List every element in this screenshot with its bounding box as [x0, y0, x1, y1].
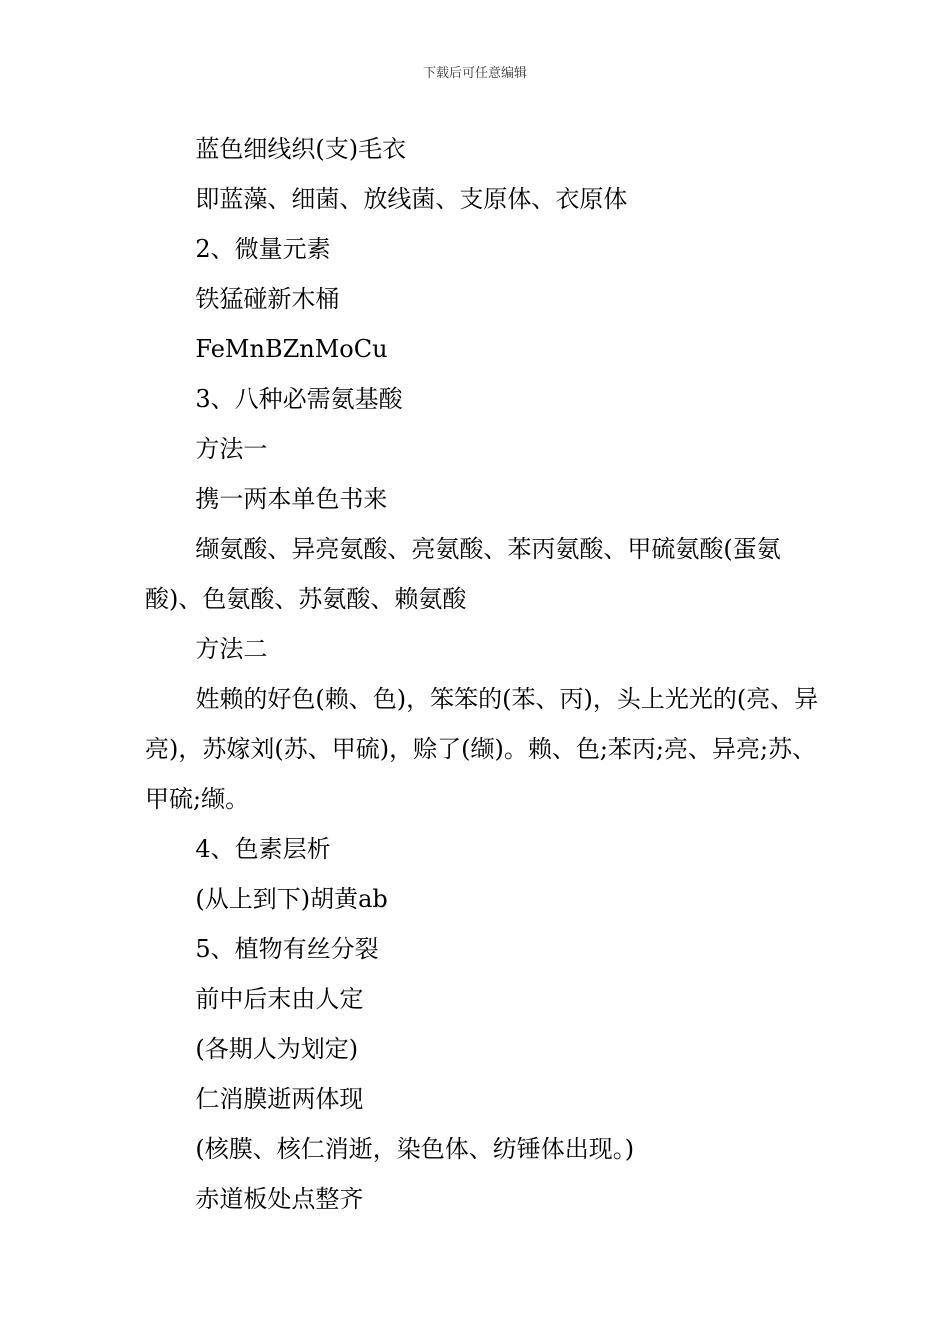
paragraph-7: 方法一 [195, 435, 268, 463]
paragraph-3: 2、微量元素 [195, 235, 331, 263]
paragraph-2: 即蓝藻、细菌、放线菌、支原体、衣原体 [195, 185, 628, 213]
paragraph-9: 缬氨酸、异亮氨酸、亮氨酸、苯丙氨酸、甲硫氨酸(蛋氨酸)、色氨酸、苏氨酸、赖氨酸 [145, 535, 781, 613]
page-header: 下载后可任意编辑 [422, 66, 527, 81]
paragraph-13: (从上到下)胡黄ab [195, 885, 388, 913]
paragraph-4: 铁猛碰新木桶 [195, 285, 340, 313]
paragraph-8: 携一两本单色书来 [195, 485, 388, 513]
paragraph-10: 方法二 [195, 635, 268, 663]
paragraph-17: 仁消膜逝两体现 [195, 1085, 364, 1113]
paragraph-1: 蓝色细线织(支)毛衣 [195, 135, 407, 163]
paragraph-12: 4、色素层析 [195, 835, 331, 863]
paragraph-15: 前中后末由人定 [195, 985, 364, 1013]
paragraph-5: FeMnBZnMoCu [195, 335, 388, 363]
paragraph-11: 姓赖的好色(赖、色)，笨笨的(苯、丙)，头上光光的(亮、异亮)，苏嫁刘(苏、甲硫)，赊了(缬)。赖、色;苯丙;亮、异亮;苏、甲硫;缬。 [145, 685, 819, 813]
paragraph-16: (各期人为划定) [195, 1035, 359, 1063]
paragraph-18: (核膜、核仁消逝，染色体、纺锤体出现。) [195, 1135, 635, 1163]
paragraph-6: 3、八种必需氨基酸 [195, 385, 403, 413]
paragraph-19: 赤道板处点整齐 [195, 1185, 364, 1213]
document-body [145, 124, 825, 1224]
paragraph-14: 5、植物有丝分裂 [195, 935, 379, 963]
